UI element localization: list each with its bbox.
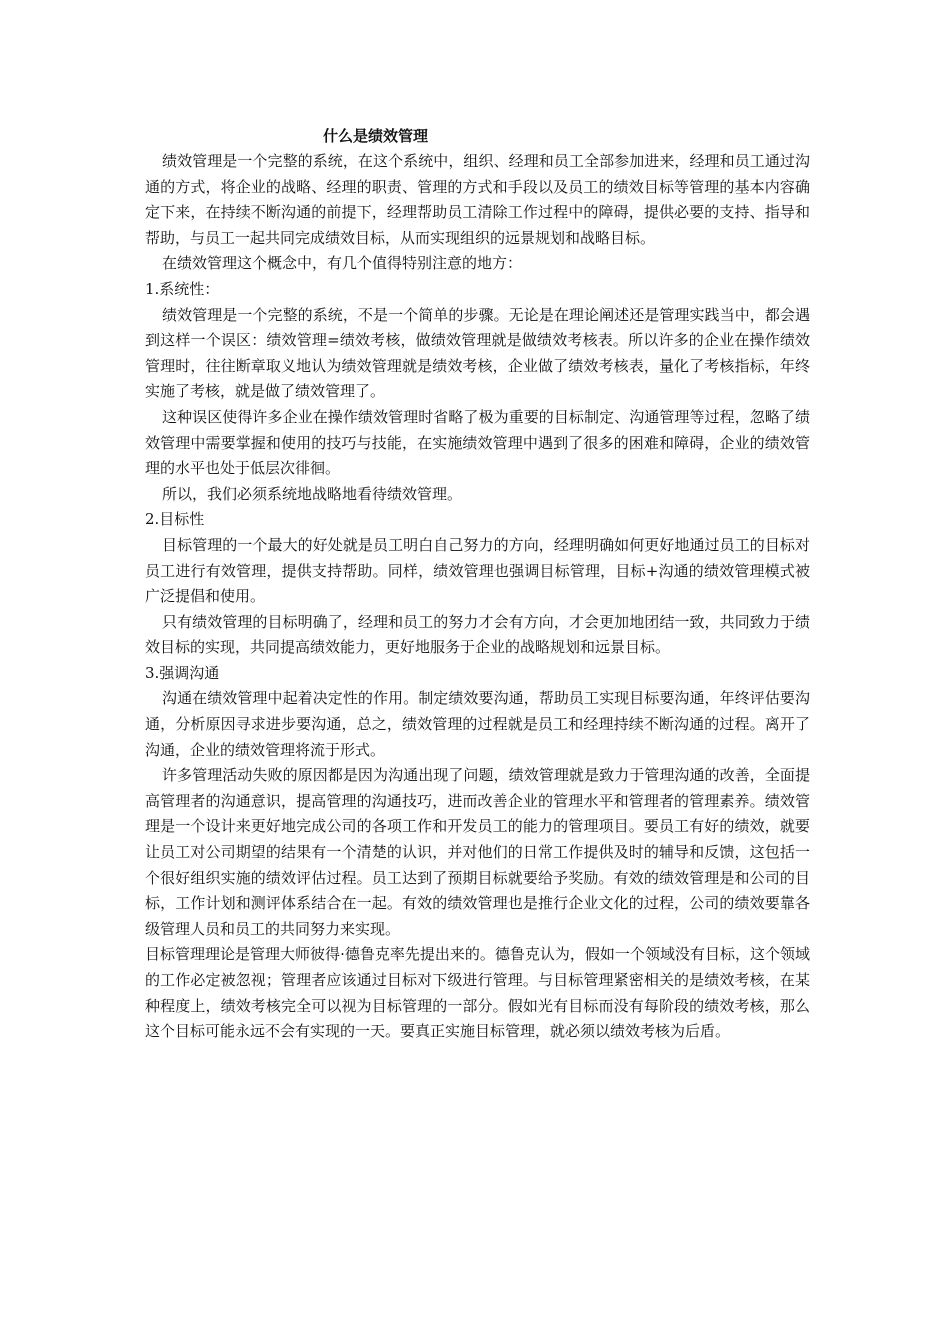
paragraph-goal-1: 目标管理的一个最大的好处就是员工明白自己努力的方向，经理明确如何更好地通过员工的目标对员工进行有效管理，提供支持帮助。同样，绩效管理也强调目标管理，目标+沟通的绩效管理模式被广泛提倡和使用。 bbox=[145, 535, 810, 606]
document-title: 什么是绩效管理 bbox=[323, 127, 429, 145]
paragraph-goal-2: 只有绩效管理的目标明确了，经理和员工的努力才会有方向，才会更加地团结一致，共同致力于绩效目标的实现，共同提高绩效能力，更好地服务于企业的战略规划和远景目标。 bbox=[145, 612, 810, 657]
document-body bbox=[145, 123, 810, 1045]
section-heading-communication: 3.强调沟通 bbox=[145, 663, 220, 682]
paragraph-communication-2: 许多管理活动失败的原因都是因为沟通出现了问题，绩效管理就是致力于管理沟通的改善，全面提高管理者的沟通意识，提高管理的沟通技巧，进而改善企业的管理水平和管理者的管理素养。绩效管理是一个设计来更好地完成公司的各项工作和开发员工的能力的管理项目。要员工有好的绩效，就要让员工对公司期望的结果有一个清楚的认识，并对他们的日常工作提供及时的辅导和反馈，这包括一个很好组织实施的绩效评估过程。员工达到了预期目标就要给予奖励。有效的绩效管理是和公司的目标，工作计划和测评体系结合在一起。有效的绩效管理也是推行企业文化的过程，公司的绩效要靠各级管理人员和员工的共同努力来实现。 bbox=[145, 766, 810, 938]
paragraph-communication-1: 沟通在绩效管理中起着决定性的作用。制定绩效要沟通，帮助员工实现目标要沟通，年终评估要沟通，分析原因寻求进步要沟通，总之，绩效管理的过程就是员工和经理持续不断沟通的过程。离开了沟通，企业的绩效管理将流于形式。 bbox=[145, 689, 810, 759]
paragraph-intro: 绩效管理是一个完整的系统，在这个系统中，组织、经理和员工全部参加进来，经理和员工通过沟通的方式，将企业的战略、经理的职责、管理的方式和手段以及员工的绩效目标等管理的基本内容确定下来，在持续不断沟通的前提下，经理帮助员工清除工作过程中的障碍，提供必要的支持、指导和帮助，与员工一起共同完成绩效目标，从而实现组织的远景规划和战略目标。 bbox=[145, 152, 810, 247]
paragraph-systematic-3: 所以，我们必须系统地战略地看待绩效管理。 bbox=[162, 484, 463, 503]
paragraph-notes: 在绩效管理这个概念中，有几个值得特别注意的地方： bbox=[162, 254, 523, 273]
section-heading-systematic: 1.系统性： bbox=[145, 279, 220, 298]
section-heading-goal: 2.目标性 bbox=[145, 510, 205, 529]
paragraph-systematic-2: 这种误区使得许多企业在操作绩效管理时省略了极为重要的目标制定、沟通管理等过程，忽略了绩效管理中需要掌握和使用的技巧与技能，在实施绩效管理中遇到了很多的困难和障碍，企业的绩效管理的水平也处于低层次徘徊。 bbox=[145, 407, 810, 478]
paragraph-mbo: 目标管理理论是管理大师彼得·德鲁克率先提出来的。德鲁克认为，假如一个领域没有目标，这个领域的工作必定被忽视；管理者应该通过目标对下级进行管理。与目标管理紧密相关的是绩效考核，在某种程度上，绩效考核完全可以视为目标管理的一部分。假如光有目标而没有每阶段的绩效考核，那么这个目标可能永远不会有实现的一天。要真正实施目标管理，就必须以绩效考核为后盾。 bbox=[145, 945, 810, 1041]
paragraph-systematic-1: 绩效管理是一个完整的系统，不是一个简单的步骤。无论是在理论阐述还是管理实践当中，都会遇到这样一个误区：绩效管理=绩效考核，做绩效管理就是做绩效考核表。所以许多的企业在操作绩效管理时，往往断章取义地认为绩效管理就是绩效考核，企业做了绩效考核表，量化了考核指标，年终实施了考核，就是做了绩效管理了。 bbox=[145, 305, 810, 401]
